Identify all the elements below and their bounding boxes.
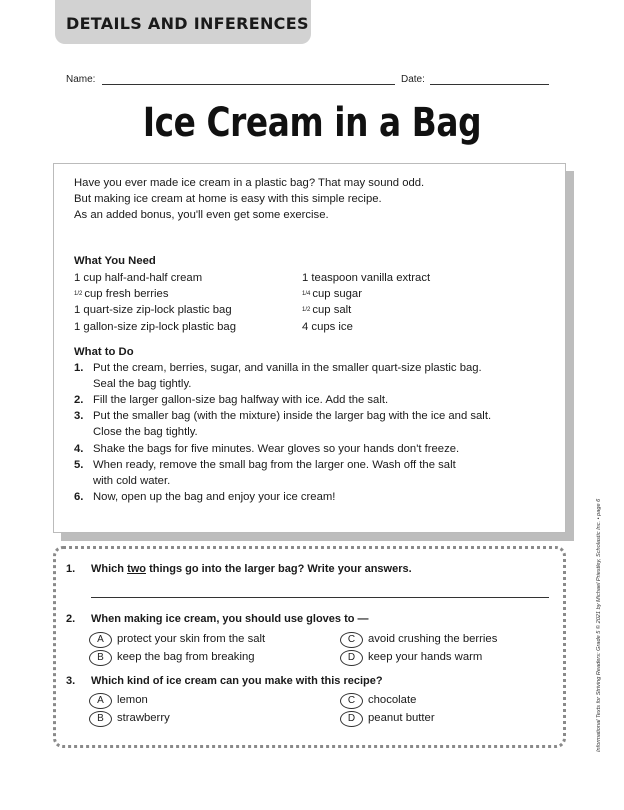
option-text: peanut butter — [368, 712, 435, 724]
question-number: 2. — [66, 613, 76, 625]
step-text: Fill the larger gallon-size bag halfway with ice. Add the salt. — [93, 394, 389, 406]
date-label: Date: — [401, 74, 425, 85]
ingredient-text: cup fresh berries — [84, 288, 169, 300]
step-number: 4. — [74, 443, 84, 455]
ingredient-text: 1 teaspoon vanilla extract — [302, 272, 431, 284]
question-text-part: Which — [91, 563, 128, 575]
option-a-bubble[interactable]: A — [89, 693, 112, 709]
option-text: keep the bag from breaking — [117, 651, 255, 663]
option-text: avoid crushing the berries — [368, 633, 498, 645]
step-number: 6. — [74, 491, 84, 503]
ingredient-fraction: 1/2 — [302, 307, 311, 313]
option-d-bubble[interactable]: D — [340, 711, 363, 727]
ingredient-item — [74, 321, 236, 333]
ingredient-text: 4 cups ice — [302, 321, 353, 333]
question-3-text: Which kind of ice cream can you make with this recipe? — [91, 675, 383, 687]
option-d-bubble[interactable]: D — [340, 650, 363, 666]
option-b-bubble[interactable]: B — [89, 711, 112, 727]
option-c-bubble[interactable]: C — [340, 632, 363, 648]
question-number: 1. — [66, 563, 76, 575]
steps-heading: What to Do — [74, 346, 134, 358]
ingredient-item — [302, 288, 362, 300]
ingredient-text: 1 gallon-size zip-lock plastic bag — [74, 321, 237, 333]
ingredient-item — [74, 272, 202, 284]
option-text: lemon — [117, 694, 148, 706]
section-tab-label: DETAILS AND INFERENCES — [66, 14, 309, 33]
ingredient-text: cup salt — [312, 304, 352, 316]
ingredient-fraction: 1/2 — [74, 291, 83, 297]
option-c-bubble[interactable]: C — [340, 693, 363, 709]
option-text: protect your skin from the salt — [117, 633, 266, 645]
step-number: 1. — [74, 362, 84, 374]
ingredient-fraction: 1/4 — [302, 291, 311, 297]
ingredient-item — [302, 321, 353, 333]
step-text: Shake the bags for five minutes. Wear gloves so your hands don't freeze. — [93, 443, 460, 455]
step-text: When ready, remove the small bag from the larger one. Wash off the salt — [93, 459, 456, 471]
option-text: chocolate — [368, 694, 417, 706]
option-text: keep your hands warm — [368, 651, 483, 663]
date-field[interactable] — [430, 84, 549, 85]
question-number: 3. — [66, 675, 76, 687]
step-text-cont: with cold water. — [93, 475, 171, 487]
step-number: 3. — [74, 410, 84, 422]
ingredient-item — [74, 304, 232, 316]
ingredient-item — [74, 288, 168, 300]
answer-line[interactable] — [91, 597, 549, 598]
step-number: 5. — [74, 459, 84, 471]
ingredients-heading: What You Need — [74, 255, 156, 267]
intro-line-1: Have you ever made ice cream in a plastic bag? That may sound odd. — [74, 177, 425, 189]
ingredient-text: cup sugar — [312, 288, 362, 300]
page-title: Ice Cream in a Bag — [142, 100, 482, 146]
ingredient-item — [302, 304, 351, 316]
step-text-cont: Seal the bag tightly. — [93, 378, 192, 390]
step-number: 2. — [74, 394, 84, 406]
question-1-text — [91, 563, 412, 575]
section-tab — [55, 0, 311, 44]
step-text: Now, open up the bag and enjoy your ice cream! — [93, 491, 336, 503]
copyright-credit: Informational Texts for Striving Readers: Grade 5 © 2021 by Michael Priestley, Scholastic Inc. • page 6 — [596, 498, 602, 752]
option-a-bubble[interactable]: A — [89, 632, 112, 648]
intro-line-3: As an added bonus, you'll even get some exercise. — [74, 209, 329, 221]
intro-line-2: But making ice cream at home is easy with this simple recipe. — [74, 193, 382, 205]
step-text: Put the smaller bag (with the mixture) inside the larger bag with the ice and salt. — [93, 410, 492, 422]
step-text: Put the cream, berries, sugar, and vanilla in the smaller quart-size plastic bag. — [93, 362, 482, 374]
option-text: strawberry — [117, 712, 170, 724]
name-field[interactable] — [102, 84, 395, 85]
option-b-bubble[interactable]: B — [89, 650, 112, 666]
name-label: Name: — [66, 74, 96, 85]
ingredient-text: 1 cup half-and-half cream — [74, 272, 203, 284]
question-text-part: things go into the larger bag? Write your answers. — [146, 563, 412, 575]
step-text-cont: Close the bag tightly. — [93, 426, 198, 438]
question-2-text: When making ice cream, you should use gloves to — — [91, 613, 369, 625]
ingredient-item — [302, 272, 430, 284]
question-emphasis: two — [127, 563, 147, 575]
ingredient-text: 1 quart-size zip-lock plastic bag — [74, 304, 232, 316]
